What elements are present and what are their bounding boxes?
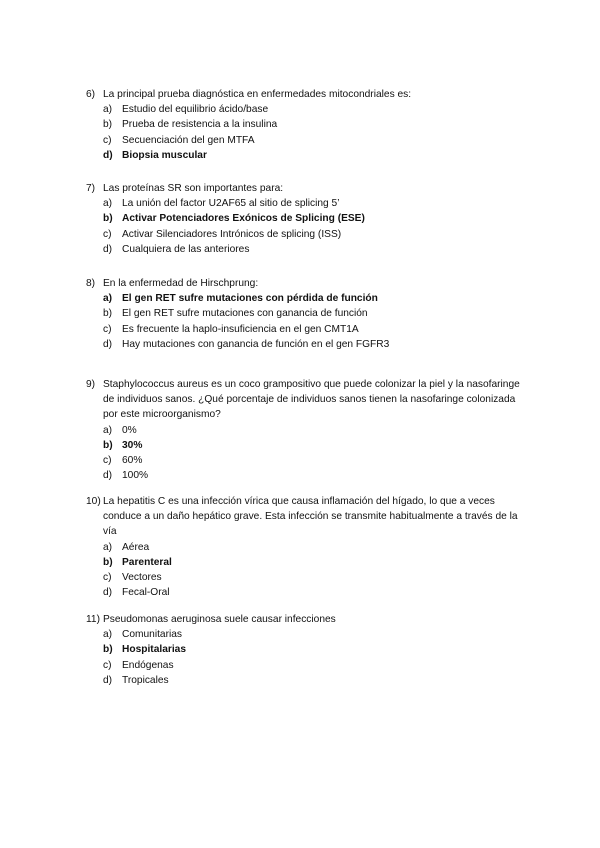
option-text: Secuenciación del gen MTFA (122, 134, 255, 146)
option-text: Fecal-Oral (122, 587, 170, 599)
question-stem (86, 612, 526, 627)
options-list (86, 196, 526, 257)
option-correct (103, 291, 526, 306)
option-letter: d) (103, 149, 113, 161)
option-letter: b) (103, 119, 113, 131)
question-number: 6) (86, 89, 96, 100)
question-text: La hepatitis C es una infección vírica que causa inflamación del hígado, lo que a veces conduce a un daño hepático grave. Esta infección se transmite habitualmente a través de la vía (103, 496, 518, 538)
option (103, 242, 526, 257)
option-text: Comunitarias (122, 629, 183, 641)
option-text: 30% (122, 439, 143, 451)
option-text: 60% (122, 455, 143, 467)
option-correct (103, 438, 526, 453)
option-text: El gen RET sufre mutaciones con ganancia de función (122, 308, 368, 320)
option (103, 102, 526, 117)
option (103, 306, 526, 321)
option (103, 585, 526, 600)
option-text: Vectores (122, 572, 162, 584)
question-number: 9) (86, 379, 96, 390)
option-text: 100% (122, 470, 149, 482)
option-text: Hospitalarias (122, 644, 186, 656)
option (103, 117, 526, 132)
option-letter: a) (103, 629, 113, 641)
option (103, 423, 526, 438)
option (103, 322, 526, 337)
options-list (86, 540, 526, 601)
option-letter: a) (103, 104, 113, 116)
option-letter: d) (103, 243, 113, 255)
option-correct (103, 211, 526, 226)
option-correct (103, 148, 526, 163)
option (103, 468, 526, 483)
option-text: Hay mutaciones con ganancia de función en el gen FGFR3 (122, 338, 390, 350)
option (103, 673, 526, 688)
question-number: 10) (86, 496, 101, 507)
question-6 (86, 87, 526, 163)
option-letter: d) (103, 674, 113, 686)
question-text: Las proteínas SR son importantes para: (103, 183, 284, 194)
option-letter: b) (103, 439, 113, 451)
question-text: Pseudomonas aeruginosa suele causar infecciones (103, 614, 336, 625)
option-letter: c) (103, 228, 112, 240)
option (103, 337, 526, 352)
option-correct (103, 555, 526, 570)
option-letter: b) (103, 213, 113, 225)
option (103, 658, 526, 673)
option-letter: a) (103, 198, 113, 210)
question-8 (86, 276, 526, 352)
question-stem (86, 181, 526, 196)
option (103, 540, 526, 555)
option (103, 570, 526, 585)
option-letter: a) (103, 424, 113, 436)
option-text: Prueba de resistencia a la insulina (122, 119, 278, 131)
option-text: Activar Potenciadores Exónicos de Splicing (ESE) (122, 213, 365, 225)
option-text: 0% (122, 424, 137, 436)
option-letter: c) (103, 323, 112, 335)
options-list (86, 102, 526, 163)
options-list (86, 423, 526, 484)
option-letter: b) (103, 308, 113, 320)
question-stem (86, 276, 526, 291)
question-9 (86, 377, 526, 483)
option-letter: a) (103, 293, 113, 305)
question-text: La principal prueba diagnóstica en enfermedades mitocondriales es: (103, 89, 412, 100)
option-text: El gen RET sufre mutaciones con pérdida de función (122, 293, 378, 305)
question-stem (86, 377, 526, 423)
option (103, 453, 526, 468)
options-list (86, 627, 526, 688)
question-number: 11) (86, 614, 100, 625)
option-correct (103, 642, 526, 657)
question-stem (86, 87, 526, 102)
option-text: Es frecuente la haplo-insuficiencia en el gen CMT1A (122, 323, 359, 335)
question-7 (86, 181, 526, 257)
question-text: En la enfermedad de Hirschprung: (103, 278, 259, 289)
option-letter: c) (103, 659, 112, 671)
option-text: Aérea (122, 541, 150, 553)
question-10 (86, 494, 526, 600)
option-text: Activar Silenciadores Intrónicos de splicing (ISS) (122, 228, 342, 240)
option-letter: c) (103, 134, 112, 146)
option-letter: d) (103, 587, 113, 599)
option (103, 227, 526, 242)
option-letter: c) (103, 572, 112, 584)
question-stem (86, 494, 526, 540)
option-letter: a) (103, 541, 113, 553)
option-text: Estudio del equilibrio ácido/base (122, 104, 269, 116)
option-text: La unión del factor U2AF65 al sitio de splicing 5’ (122, 198, 340, 210)
option (103, 627, 526, 642)
option (103, 196, 526, 211)
options-list (86, 291, 526, 352)
option-text: Cualquiera de las anteriores (122, 243, 250, 255)
question-11 (86, 612, 526, 688)
option-text: Tropicales (122, 674, 169, 686)
question-number: 8) (86, 278, 96, 289)
question-text: Staphylococcus aureus es un coco grampositivo que puede colonizar la piel y la nasofaringe de individuos sanos. ¿Qué porcentaje de individuos sanos tienen la nasofaringe colonizada por este microorganismo? (103, 379, 520, 421)
question-number: 7) (86, 183, 96, 194)
option-letter: b) (103, 556, 113, 568)
option-text: Parenteral (122, 556, 172, 568)
option-letter: d) (103, 470, 113, 482)
option-letter: b) (103, 644, 113, 656)
option (103, 133, 526, 148)
option-text: Biopsia muscular (122, 149, 207, 161)
option-text: Endógenas (122, 659, 174, 671)
option-letter: d) (103, 338, 113, 350)
option-letter: c) (103, 455, 112, 467)
